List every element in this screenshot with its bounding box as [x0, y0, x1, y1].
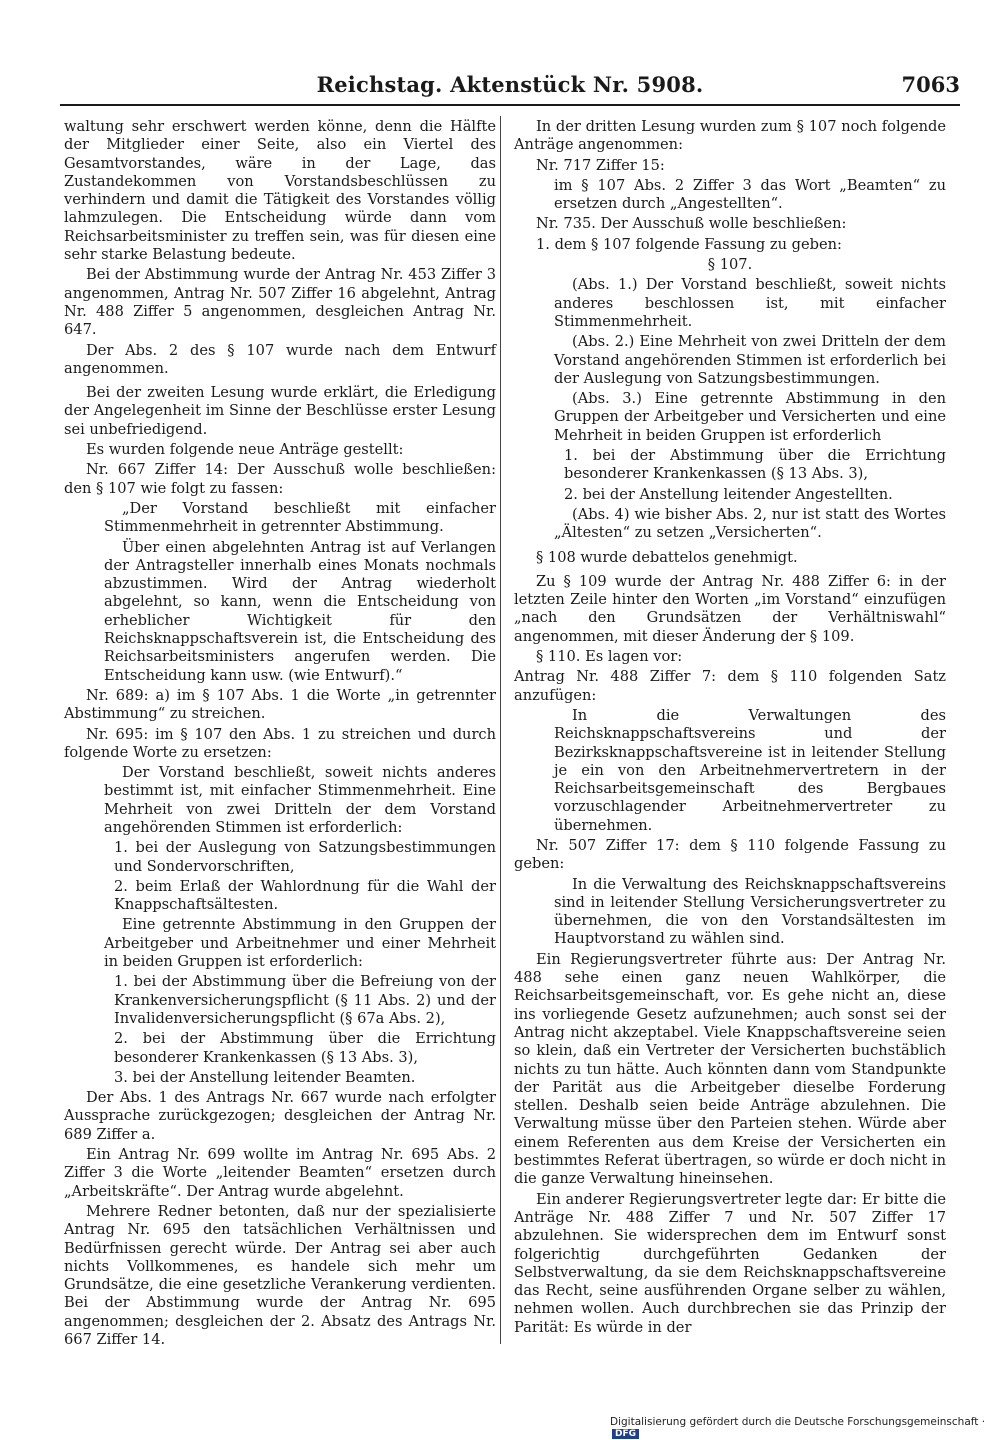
left-column	[64, 118, 496, 1351]
list-item: 1. bei der Abstimmung über die Befreiung von der Krankenversicherungspflicht (§ 11 Abs. 2) und der Invalidenversicherungspflicht (§ 67a Abs. 2),	[114, 973, 496, 1027]
quoted-text: In die Verwaltungen des Reichsknappschaftsvereins und der Bezirksknappschaftsvereine ist in leitender Stellung je ein von den Arbeitnehmervertretern in der Reichsarbeitsgemeinschaft des Bergbaues vorzuschlagender Arbeitnehmervertreter zu übernehmen.	[554, 706, 946, 834]
paragraph: Es wurden folgende neue Anträge gestellt:	[86, 441, 404, 459]
list-item: 1. bei der Auslegung von Satzungsbestimmungen und Sondervorschriften,	[114, 839, 496, 875]
paragraph: Ein Regierungsvertreter führte aus: Der Antrag Nr. 488 sehe einen ganz neuen Wahlkörper, die Reichsarbeitsgemeinschaft, vor. Es gehe nicht an, diese ins vorliegende Gesetz aufzunehmen; auch sonst sei der Antrag nicht akzeptabel. Viele Knappschaftsvereine seien so klein, daß ein Vertreter der Versicherten buchstäblich nichts zu tun hätte. Auch könnten dann vom Standpunkte der Parität aus die Arbeitgeber dieselbe Forderung stellen. Deshalb seien beide Anträge abzulehnen. Die Verwaltung müsse über den Parteien stehen. Würde aber einem Referenten aus dem Kreise der Versicherten ein bestimmtes Referat übertragen, so würde er doch nicht in die ganze Verwaltung hineinsehen.	[514, 950, 946, 1188]
quoted-text: Der Vorstand beschließt, soweit nichts anderes bestimmt ist, mit einfacher Stimmenmehrheit. Eine Mehrheit von zwei Dritteln der dem Vorstand angehörenden Stimmen ist erforderlich:	[104, 764, 496, 836]
quoted-text: (Abs. 3.) Eine getrennte Abstimmung in den Gruppen der Arbeitgeber und Versicherten und eine Mehrheit in beiden Gruppen ist erforderlich	[554, 390, 946, 444]
paragraph: Ein anderer Regierungsvertreter legte dar: Er bitte die Anträge Nr. 488 Ziffer 7 und Nr. 507 Ziffer 17 abzulehnen. Sie widersprechen dem im Entwurf sonst folgerichtig durchgeführten Gedanken der Selbstverwaltung, da sie dem Reichsknappschaftsvereine das Recht, seine ausführenden Organe selber zu wählen, nehmen wollen. Auch durchbrechen sie das Prinzip der Parität: Es würde in der	[514, 1190, 946, 1336]
dfg-logo: DFG	[612, 1429, 639, 1439]
quoted-text: Eine getrennte Abstimmung in den Gruppen der Arbeitgeber und Arbeitnehmer und einer Mehrheit in beiden Gruppen ist erforderlich:	[104, 916, 496, 971]
list-item: 2. beim Erlaß der Wahlordnung für die Wahl der Knappschaftsältesten.	[114, 877, 496, 914]
section-paragraph: Zu § 109 wurde der Antrag Nr. 488 Ziffer 6: in der letzten Zeile hinter den Worten „im Vorstand“ einzufügen „nach den Grundsätzen der Verhältniswahl“ angenommen, mit dieser Änderung der § 109.	[514, 572, 946, 645]
paragraph: Der Abs. 1 des Antrags Nr. 667 wurde nach erfolgter Aussprache zurückgezogen; desgleichen der Antrag Nr. 689 Ziffer a.	[64, 1089, 496, 1143]
quoted-text: im § 107 Abs. 2 Ziffer 3 das Wort „Beamten“ zu ersetzen durch „Angestellten“.	[554, 176, 946, 213]
page-number: 7063	[901, 72, 960, 97]
paragraph: waltung sehr erschwert werden könne, denn die Hälfte der Mitglieder einer Seite, also ein Viertel des Gesamtvorstandes, wäre in der Lage, das Zustandekommen von Vorstandsbeschlüssen zu verhindern und damit die Tätigkeit des Vorstandes völlig lahmzulegen. Die Entscheidung würde dann vom Reichsarbeitsminister zu treffen sein, was für diesen eine sehr starke Belastung bedeute.	[64, 118, 496, 264]
paragraph: In der dritten Lesung wurden zum § 107 noch folgende Anträge angenommen:	[514, 118, 946, 154]
motion-heading: Nr. 735. Der Ausschuß wolle beschließen:	[536, 215, 847, 233]
motion-heading: Nr. 717 Ziffer 15:	[536, 156, 665, 174]
motion-paragraph: Antrag Nr. 488 Ziffer 7: dem § 110 folgenden Satz anzufügen:	[514, 668, 946, 704]
list-item: 2. bei der Abstimmung über die Errichtung besonderer Krankenkassen (§ 13 Abs. 3),	[114, 1030, 496, 1066]
page-header	[60, 70, 960, 106]
quoted-text: In die Verwaltung des Reichsknappschaftsvereins sind in leitender Stellung Versicherungsvertreter zu übernehmen, die von den Vorstandsältesten im Hauptvorstand zu wählen sind.	[554, 875, 946, 948]
right-column	[514, 118, 946, 1339]
paragraph: Ein Antrag Nr. 699 wollte im Antrag Nr. 695 Abs. 2 Ziffer 3 die Worte „leitender Beamten“ ersetzen durch „Arbeitskräfte“. Der Antrag wurde abgelehnt.	[64, 1146, 496, 1200]
quoted-text: „Der Vorstand beschließt mit einfacher Stimmenmehrheit in getrennter Abstimmung.	[104, 499, 496, 536]
quoted-text: (Abs. 2.) Eine Mehrheit von zwei Dritteln der dem Vorstand angehörenden Stimmen ist erforderlich bei der Auslegung von Satzungsbestimmungen.	[554, 333, 946, 387]
header-title: Reichstag. Aktenstück Nr. 5908.	[316, 72, 704, 97]
column-divider	[500, 116, 501, 1344]
list-item: 1. bei der Abstimmung über die Errichtung besonderer Krankenkassen (§ 13 Abs. 3),	[564, 447, 946, 483]
list-item: 2. bei der Anstellung leitender Angestellten.	[564, 485, 893, 503]
list-item: 1. dem § 107 folgende Fassung zu geben:	[536, 235, 842, 253]
motion-paragraph: Nr. 667 Ziffer 14: Der Ausschuß wolle beschließen: den § 107 wie folgt zu fassen:	[64, 461, 496, 497]
section-paragraph: § 110. Es lagen vor:	[536, 648, 683, 666]
list-item: 3. bei der Anstellung leitender Beamten.	[114, 1068, 416, 1086]
section-heading: § 107.	[707, 256, 753, 274]
motion-paragraph: Nr. 695: im § 107 den Abs. 1 zu streichen und durch folgende Worte zu ersetzen:	[64, 725, 496, 761]
digitization-footer	[610, 1416, 994, 1439]
quoted-text: (Abs. 4) wie bisher Abs. 2, nur ist statt des Wortes „Ältesten“ zu setzen „Versicherten“.	[554, 505, 946, 542]
quoted-text: Über einen abgelehnten Antrag ist auf Verlangen der Antragsteller innerhalb eines Monats nochmals abzustimmen. Wird der Antrag wiederholt abgelehnt, so kann, wenn die Entscheidung von erheblicher Wichtigkeit für den Reichsknappschaftsverein ist, die Entscheidung des Reichsarbeitsministers angerufen werden. Die Entscheidung kann usw. (wie Entwurf).“	[104, 538, 496, 684]
quoted-text: (Abs. 1.) Der Vorstand beschließt, soweit nichts anderes beschlossen ist, mit einfacher Stimmenmehrheit.	[554, 276, 946, 330]
footer-text: Digitalisierung gefördert durch die Deutsche Forschungsgemeinschaft ·	[610, 1416, 986, 1428]
motion-paragraph: Nr. 689: a) im § 107 Abs. 1 die Worte „in getrennter Abstimmung“ zu streichen.	[64, 686, 496, 723]
paragraph: Bei der Abstimmung wurde der Antrag Nr. 453 Ziffer 3 angenommen, Antrag Nr. 507 Ziffer 16 abgelehnt, Antrag Nr. 488 Ziffer 5 angenommen, desgleichen Antrag Nr. 647.	[64, 266, 496, 339]
paragraph: Der Abs. 2 des § 107 wurde nach dem Entwurf angenommen.	[64, 341, 496, 377]
paragraph: Mehrere Redner betonten, daß nur der spezialisierte Antrag Nr. 695 den tatsächlichen Verhältnissen und Bedürfnissen gerecht würde. Der Antrag sei aber auch nichts Vollkommenes, es handele sich mehr um Grundsätze, die eine gesetzliche Verankerung verdienten. Bei der Abstimmung wurde der Antrag Nr. 695 angenommen; desgleichen der 2. Absatz des Antrags Nr. 667 Ziffer 14.	[64, 1202, 496, 1348]
paragraph: Bei der zweiten Lesung wurde erklärt, die Erledigung der Angelegenheit im Sinne der Beschlüsse erster Lesung sei unbefriedigend.	[64, 384, 496, 438]
motion-paragraph: Nr. 507 Ziffer 17: dem § 110 folgende Fassung zu geben:	[514, 836, 946, 873]
section-paragraph: § 108 wurde debattelos genehmigt.	[536, 548, 798, 566]
